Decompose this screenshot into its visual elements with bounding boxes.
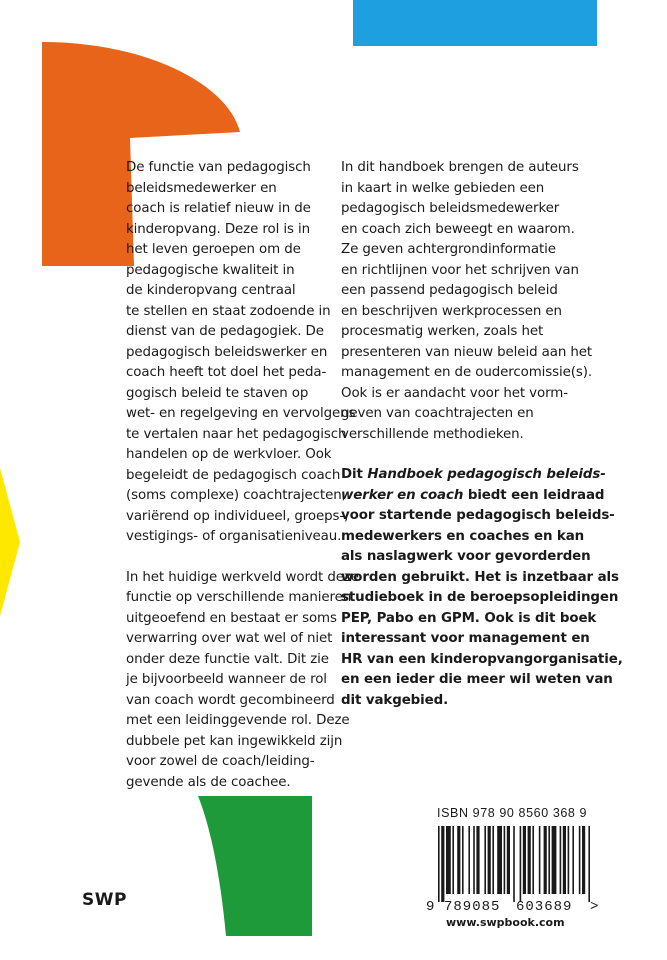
left-paragraph-2-line: functie op verschillende manieren bbox=[126, 590, 352, 605]
left-paragraph-2-line: gevende als de coachee. bbox=[126, 774, 291, 790]
barcode-digits-group-2: 603689 bbox=[516, 899, 573, 915]
right-paragraph-2-line: studieboek in de beroepsopleidingen bbox=[341, 590, 619, 605]
right-paragraph-2-line: PEP, Pabo en GPM. Ook is dit boek bbox=[341, 610, 597, 626]
right-paragraph-2-line: HR van een kinderopvangorganisatie, bbox=[341, 651, 623, 667]
intro-text: Dit bbox=[341, 467, 368, 482]
left-paragraph-1-line: De functie van pedagogisch bbox=[126, 160, 311, 175]
left-paragraph-1-line: wet- en regelgeving en vervolgens bbox=[126, 406, 356, 421]
barcode-digits-group-1: 789085 bbox=[444, 899, 501, 915]
barcode-bar bbox=[507, 826, 510, 894]
left-paragraph-1 bbox=[126, 158, 359, 548]
barcode bbox=[424, 826, 604, 916]
right-paragraph-1-line: In dit handboek brengen de auteurs bbox=[341, 160, 579, 175]
publisher-logo: SWP bbox=[82, 890, 127, 910]
green-shape bbox=[198, 796, 316, 936]
intro-rest-text: biedt een leidraad bbox=[463, 487, 605, 503]
right-paragraph-2-line bbox=[341, 486, 623, 507]
barcode-bar bbox=[582, 826, 585, 894]
left-paragraph-2-line: met een leidinggevende rol. Deze bbox=[126, 713, 350, 728]
barcode-bar bbox=[492, 826, 494, 894]
barcode-bar bbox=[544, 826, 547, 894]
left-paragraph-1-line: begeleidt de pedagogisch coach bbox=[126, 467, 341, 483]
barcode-bar bbox=[473, 826, 475, 894]
right-paragraph-2-line: als naslagwerk voor gevorderden bbox=[341, 549, 591, 564]
blue-rectangle-shape bbox=[353, 0, 597, 46]
left-paragraph-1-line: pedagogisch beleidswerker en bbox=[126, 344, 328, 360]
barcode-bar bbox=[579, 826, 581, 894]
right-paragraph-1-line: en beschrijven werkprocessen en bbox=[341, 303, 562, 319]
left-paragraph-1-line: gogisch beleid te staven op bbox=[126, 385, 309, 401]
right-paragraph-1-line: procesmatig werken, zoals het bbox=[341, 324, 544, 339]
right-paragraph-2-line: dit vakgebied. bbox=[341, 692, 449, 708]
barcode-bar bbox=[560, 826, 562, 894]
barcode-bar bbox=[568, 826, 570, 894]
barcode-bar bbox=[588, 826, 590, 902]
right-paragraph-1-line: presenteren van nieuw beleid aan het bbox=[341, 344, 593, 360]
right-paragraph-1-line: Ook is er aandacht voor het vorm- bbox=[341, 385, 568, 401]
left-paragraph-1-line: dienst van de pedagogiek. De bbox=[126, 324, 324, 339]
right-paragraph-1 bbox=[341, 158, 623, 445]
left-paragraph-2-line: voor zowel de coach/leiding- bbox=[126, 754, 315, 769]
barcode-bar bbox=[476, 826, 479, 894]
barcode-bar bbox=[438, 826, 440, 902]
right-paragraph-1-line: in kaart in welke gebieden een bbox=[341, 180, 545, 196]
left-paragraph-1-line: te vertalen naar het pedagogisch bbox=[126, 426, 347, 442]
barcode-arrow: > bbox=[590, 899, 599, 915]
left-paragraph-1-line: beleidsmedewerker en bbox=[126, 180, 277, 196]
barcode-bar bbox=[497, 826, 502, 894]
barcode-bar bbox=[528, 826, 531, 894]
isbn-label: ISBN 978 90 8560 368 9 bbox=[437, 806, 588, 820]
barcode-bar bbox=[462, 826, 464, 894]
barcode-bar bbox=[504, 826, 506, 894]
left-paragraph-2-line: In het huidige werkveld wordt deze bbox=[126, 569, 359, 585]
barcode-bars bbox=[438, 826, 590, 902]
barcode-bar bbox=[488, 826, 491, 894]
barcode-bar bbox=[563, 826, 566, 894]
book-title-part-2: werker en coach bbox=[341, 487, 464, 503]
barcode-bar bbox=[572, 826, 574, 894]
barcode-bar bbox=[520, 826, 522, 902]
left-column bbox=[126, 158, 359, 793]
barcode-bar bbox=[539, 826, 541, 894]
left-paragraph-2-line: uitgeoefend en bestaat er soms bbox=[126, 610, 337, 626]
right-paragraph-1-line: verschillende methodieken. bbox=[341, 426, 524, 442]
right-paragraph-1-line: geven van coachtrajecten en bbox=[341, 406, 534, 421]
left-paragraph-2 bbox=[126, 568, 359, 794]
left-paragraph-2-line: dubbele pet kan ingewikkeld zijn bbox=[126, 733, 343, 749]
left-paragraph-2-line: van coach wordt gecombineerd bbox=[126, 692, 335, 708]
left-paragraph-1-line: de kinderopvang centraal bbox=[126, 283, 296, 298]
barcode-bar bbox=[441, 826, 444, 902]
barcode-bar bbox=[457, 826, 460, 894]
left-paragraph-2-line: je bijvoorbeeld wanneer de rol bbox=[126, 672, 327, 687]
right-paragraph-2 bbox=[341, 465, 623, 711]
right-paragraph-2-line: voor startende pedagogisch beleids- bbox=[341, 508, 615, 523]
left-paragraph-1-line: coach heeft tot doel het peda- bbox=[126, 365, 327, 380]
left-paragraph-1-line: pedagogische kwaliteit in bbox=[126, 262, 295, 278]
right-paragraph-2-line: worden gebruikt. Het is inzetbaar als bbox=[341, 569, 619, 585]
barcode-bar bbox=[484, 826, 486, 894]
right-paragraph-2-line bbox=[341, 465, 623, 486]
left-paragraph-1-line: coach is relatief nieuw in de bbox=[126, 201, 311, 216]
left-paragraph-1-line: handelen op de werkvloer. Ook bbox=[126, 447, 332, 462]
barcode-bar bbox=[552, 826, 557, 894]
left-paragraph-1-line: vestigings- of organisatieniveau. bbox=[126, 529, 342, 544]
right-column bbox=[341, 158, 623, 711]
left-paragraph-1-line: het leven geroepen om de bbox=[126, 242, 301, 257]
barcode-bar bbox=[548, 826, 550, 894]
left-paragraph-1-line: te stellen en staat zodoende in bbox=[126, 303, 331, 319]
barcode-bar bbox=[513, 826, 515, 902]
left-paragraph-1-line: kinderopvang. Deze rol is in bbox=[126, 221, 311, 237]
barcode-bar bbox=[446, 826, 451, 894]
barcode-bar bbox=[532, 826, 534, 894]
right-paragraph-2-line: medewerkers en coaches en kan bbox=[341, 528, 585, 544]
right-paragraph-2-line: interessant voor management en bbox=[341, 631, 590, 646]
book-title-part-1: Handboek pedagogisch beleids- bbox=[367, 467, 606, 482]
yellow-triangle-shape bbox=[0, 468, 24, 618]
right-paragraph-1-line: een passend pedagogisch beleid bbox=[341, 283, 558, 298]
left-paragraph-1-line: variërend op individueel, groeps-, bbox=[126, 508, 349, 524]
barcode-digit-first: 9 bbox=[426, 899, 435, 915]
right-paragraph-1-line: Ze geven achtergrondinformatie bbox=[341, 242, 556, 257]
right-paragraph-1-line: management en de oudercomissie(s). bbox=[341, 365, 593, 380]
right-paragraph-1-line: pedagogisch beleidsmedewerker bbox=[341, 201, 560, 216]
right-paragraph-2-line: en een ieder die meer wil weten van bbox=[341, 672, 613, 687]
barcode-bar bbox=[452, 826, 454, 894]
barcode-bar bbox=[523, 826, 526, 894]
barcode-bar bbox=[468, 826, 470, 894]
right-paragraph-1-line: en richtlijnen voor het schrijven van bbox=[341, 262, 579, 278]
left-paragraph-2-line: onder deze functie valt. Dit zie bbox=[126, 651, 329, 667]
left-paragraph-2-line: verwarring over wat wel of niet bbox=[126, 631, 333, 646]
left-paragraph-1-line: (soms complexe) coachtrajecten, bbox=[126, 488, 346, 503]
right-paragraph-1-line: en coach zich beweegt en waarom. bbox=[341, 221, 575, 237]
website-url: www.swpbook.com bbox=[446, 916, 565, 929]
